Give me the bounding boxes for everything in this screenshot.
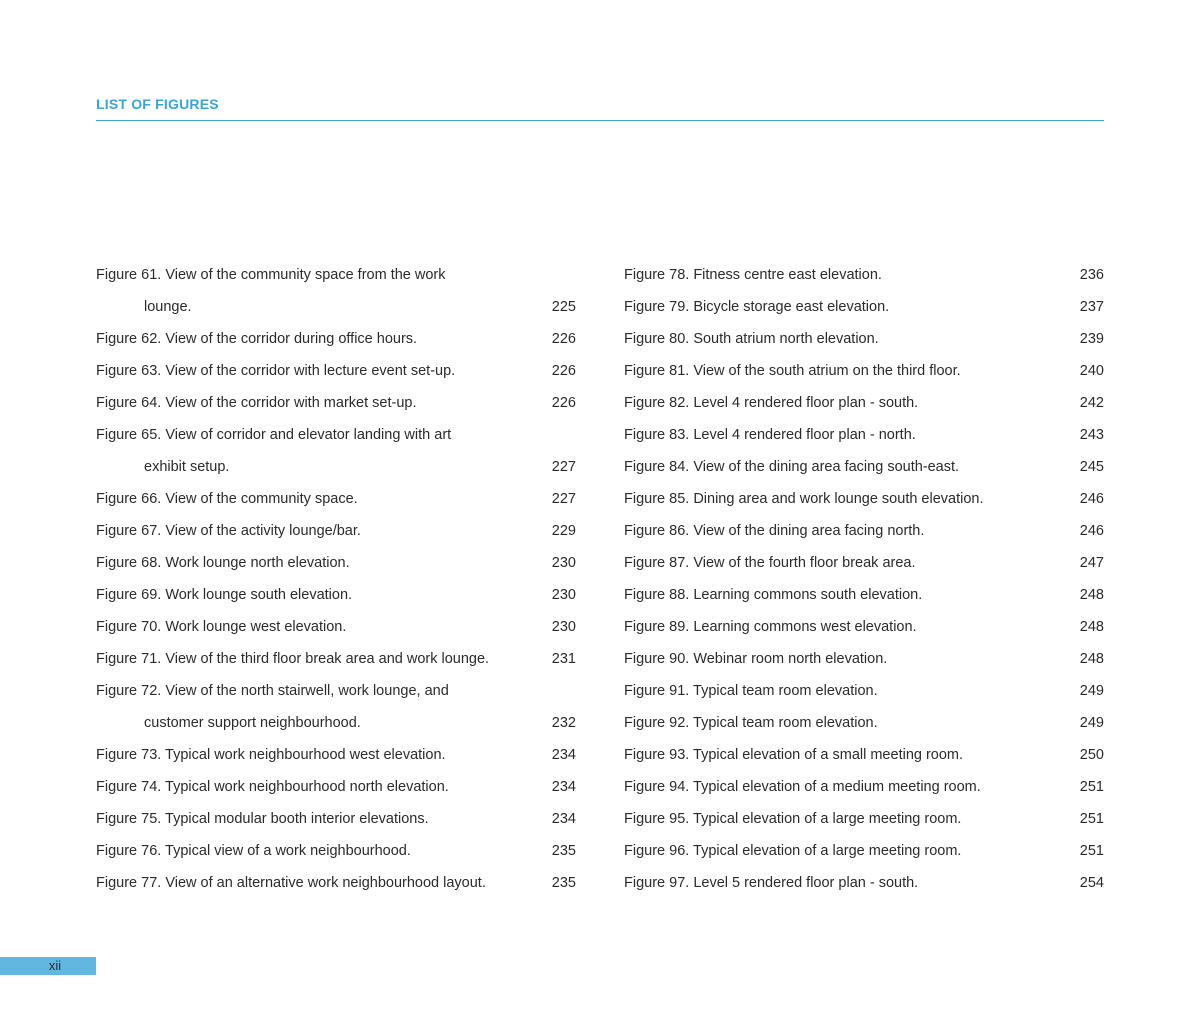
figure-page-number: 235: [551, 843, 576, 859]
figure-caption: Figure 89. Learning commons west elevation.: [624, 619, 917, 635]
figure-page-number: 234: [551, 747, 576, 763]
figure-caption: Figure 72. View of the north stairwell, work lounge, and: [96, 683, 449, 699]
figure-caption: Figure 63. View of the corridor with lecture event set-up.: [96, 363, 456, 379]
figure-caption: Figure 64. View of the corridor with market set-up.: [96, 395, 417, 411]
figure-caption: Figure 76. Typical view of a work neighbourhood.: [96, 843, 411, 859]
figure-entry-continuation[interactable]: [96, 294, 576, 326]
figure-caption: exhibit setup.: [144, 459, 230, 475]
figure-entry[interactable]: [96, 742, 576, 774]
figure-page-number: 235: [551, 875, 576, 891]
page-title: LIST OF FIGURES: [96, 96, 219, 112]
figure-page-number: 246: [1079, 491, 1104, 507]
figure-page-number: 248: [1079, 651, 1104, 667]
figure-caption: Figure 73. Typical work neighbourhood west elevation.: [96, 747, 446, 763]
figure-entry[interactable]: [624, 838, 1104, 870]
figure-entry[interactable]: [624, 358, 1104, 390]
figure-entry-continuation[interactable]: [96, 710, 576, 742]
figure-caption: Figure 75. Typical modular booth interior elevations.: [96, 811, 429, 827]
figure-entry[interactable]: [96, 582, 576, 614]
figure-page-number: 231: [551, 651, 576, 667]
figure-entry[interactable]: [624, 550, 1104, 582]
figure-entry[interactable]: [624, 742, 1104, 774]
figure-caption: Figure 61. View of the community space from the work: [96, 267, 446, 283]
figure-page-number: 234: [551, 779, 576, 795]
figure-page-number: 254: [1079, 875, 1104, 891]
figure-caption: Figure 94. Typical elevation of a medium meeting room.: [624, 779, 981, 795]
figure-page-number: 225: [551, 299, 576, 315]
figure-entry[interactable]: [96, 806, 576, 838]
figure-entry[interactable]: [624, 582, 1104, 614]
figure-entry[interactable]: [624, 294, 1104, 326]
figure-page-number: 240: [1079, 363, 1104, 379]
figure-page-number: 230: [551, 587, 576, 603]
figure-caption: Figure 91. Typical team room elevation.: [624, 683, 878, 699]
figure-entry[interactable]: [624, 390, 1104, 422]
figure-caption: Figure 87. View of the fourth floor break area.: [624, 555, 916, 571]
figure-caption: Figure 62. View of the corridor during office hours.: [96, 331, 418, 347]
figure-page-number: 248: [1079, 619, 1104, 635]
figure-entry[interactable]: [624, 518, 1104, 550]
figure-entry[interactable]: [624, 806, 1104, 838]
figure-entry[interactable]: [96, 678, 576, 710]
figure-caption: Figure 68. Work lounge north elevation.: [96, 555, 350, 571]
figure-entry[interactable]: [96, 422, 576, 454]
figure-page-number: 234: [551, 811, 576, 827]
figure-entry[interactable]: [624, 646, 1104, 678]
figure-caption: Figure 81. View of the south atrium on the third floor.: [624, 363, 961, 379]
figure-entry[interactable]: [96, 358, 576, 390]
figure-page-number: 251: [1079, 779, 1104, 795]
figure-caption: Figure 71. View of the third floor break area and work lounge.: [96, 651, 490, 667]
header-divider: [96, 120, 1104, 121]
figure-caption: Figure 67. View of the activity lounge/bar.: [96, 523, 361, 539]
figure-caption: Figure 80. South atrium north elevation.: [624, 331, 879, 347]
figure-page-number: 236: [1079, 267, 1104, 283]
figure-page-number: 230: [551, 555, 576, 571]
figure-caption: Figure 85. Dining area and work lounge south elevation.: [624, 491, 984, 507]
figure-caption: Figure 77. View of an alternative work neighbourhood layout.: [96, 875, 486, 891]
figure-entry[interactable]: [624, 454, 1104, 486]
figure-entry[interactable]: [96, 262, 576, 294]
page-number-tab: [0, 957, 96, 975]
figure-page-number: 226: [551, 395, 576, 411]
figure-caption: Figure 88. Learning commons south elevation.: [624, 587, 923, 603]
figure-entry[interactable]: [624, 678, 1104, 710]
figure-page-number: 251: [1079, 843, 1104, 859]
figure-entry[interactable]: [96, 838, 576, 870]
figure-page-number: 232: [551, 715, 576, 731]
figure-caption: Figure 93. Typical elevation of a small meeting room.: [624, 747, 964, 763]
figure-caption: lounge.: [144, 299, 192, 315]
figure-caption: Figure 74. Typical work neighbourhood north elevation.: [96, 779, 449, 795]
figure-page-number: 243: [1079, 427, 1104, 443]
figure-entry[interactable]: [624, 486, 1104, 518]
figure-caption: Figure 70. Work lounge west elevation.: [96, 619, 347, 635]
figure-page-number: 227: [551, 491, 576, 507]
figure-caption: Figure 79. Bicycle storage east elevation.: [624, 299, 890, 315]
figure-entry[interactable]: [624, 870, 1104, 902]
figure-entry[interactable]: [96, 326, 576, 358]
figure-page-number: 227: [551, 459, 576, 475]
figure-page-number: 246: [1079, 523, 1104, 539]
figure-caption: Figure 83. Level 4 rendered floor plan - north.: [624, 427, 916, 443]
figure-page-number: 226: [551, 331, 576, 347]
figure-entry[interactable]: [96, 774, 576, 806]
figure-entry[interactable]: [624, 422, 1104, 454]
page-number: xii: [48, 958, 62, 973]
figure-caption: Figure 82. Level 4 rendered floor plan - south.: [624, 395, 919, 411]
figure-entry[interactable]: [96, 870, 576, 902]
figure-entry[interactable]: [96, 646, 576, 678]
figure-caption: Figure 65. View of corridor and elevator landing with art: [96, 427, 452, 443]
figure-entry-continuation[interactable]: [96, 454, 576, 486]
figure-entry[interactable]: [624, 710, 1104, 742]
figure-caption: Figure 66. View of the community space.: [96, 491, 358, 507]
figure-list-right-column: [624, 262, 1104, 902]
figure-list-left-column: [96, 262, 576, 902]
figure-caption: Figure 96. Typical elevation of a large meeting room.: [624, 843, 962, 859]
figure-page-number: 245: [1079, 459, 1104, 475]
figure-page-number: 229: [551, 523, 576, 539]
figure-page-number: 237: [1079, 299, 1104, 315]
figure-entry[interactable]: [624, 774, 1104, 806]
figure-caption: Figure 97. Level 5 rendered floor plan - south.: [624, 875, 919, 891]
figure-entry[interactable]: [96, 390, 576, 422]
figure-page-number: 249: [1079, 715, 1104, 731]
figure-page-number: 251: [1079, 811, 1104, 827]
figure-page-number: 250: [1079, 747, 1104, 763]
figure-caption: Figure 86. View of the dining area facing north.: [624, 523, 925, 539]
figure-page-number: 247: [1079, 555, 1104, 571]
figure-page-number: 249: [1079, 683, 1104, 699]
figure-page-number: 239: [1079, 331, 1104, 347]
figure-page-number: 230: [551, 619, 576, 635]
figure-page-number: 248: [1079, 587, 1104, 603]
figure-entry[interactable]: [96, 550, 576, 582]
figure-entry[interactable]: [624, 614, 1104, 646]
figure-caption: Figure 84. View of the dining area facing south-east.: [624, 459, 960, 475]
figure-entry[interactable]: [624, 262, 1104, 294]
figure-entry[interactable]: [96, 518, 576, 550]
figure-caption: Figure 92. Typical team room elevation.: [624, 715, 878, 731]
figure-caption: Figure 95. Typical elevation of a large meeting room.: [624, 811, 962, 827]
figure-caption: Figure 90. Webinar room north elevation.: [624, 651, 888, 667]
figure-caption: Figure 78. Fitness centre east elevation.: [624, 267, 882, 283]
figure-page-number: 242: [1079, 395, 1104, 411]
figure-caption: customer support neighbourhood.: [144, 715, 361, 731]
figure-entry[interactable]: [96, 486, 576, 518]
figure-entry[interactable]: [96, 614, 576, 646]
figure-entry[interactable]: [624, 326, 1104, 358]
figure-page-number: 226: [551, 363, 576, 379]
figure-caption: Figure 69. Work lounge south elevation.: [96, 587, 353, 603]
